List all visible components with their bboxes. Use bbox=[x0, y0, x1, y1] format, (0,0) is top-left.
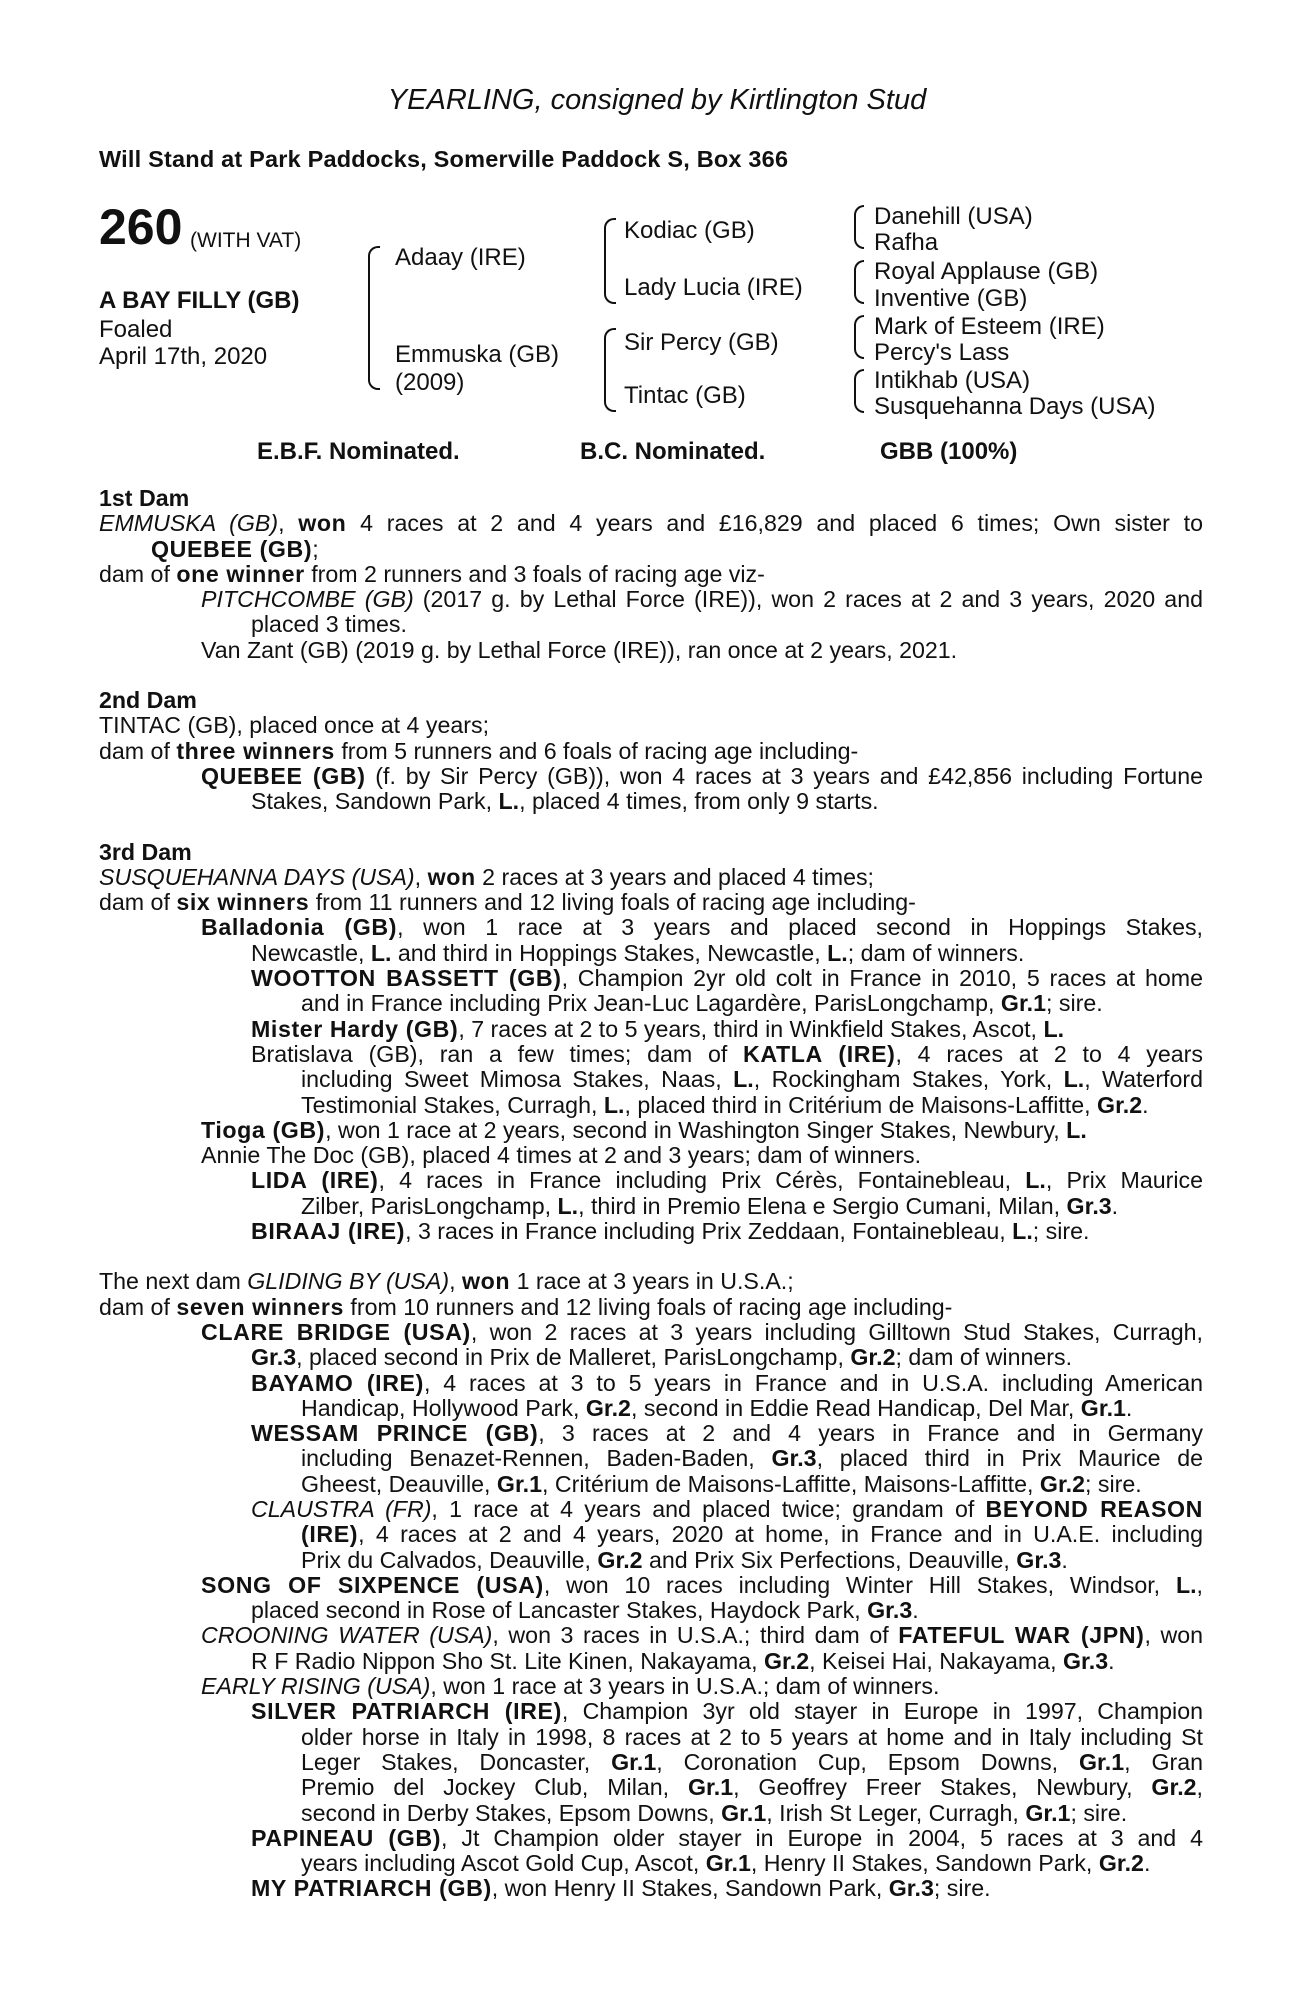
first-dam-line: QUEBEE (GB); bbox=[151, 535, 319, 562]
first-dam-line: dam of one winner from 2 runners and 3 foals of racing age viz- bbox=[99, 560, 765, 587]
next-dam-line: EARLY RISING (USA), won 1 race at 3 years in U.S.A.; dam of winners. bbox=[201, 1673, 940, 1700]
first-dam-title: 1st Dam bbox=[99, 485, 190, 511]
foaled-info bbox=[99, 316, 267, 370]
granddam-line-1: Danehill (USA) bbox=[874, 203, 1033, 230]
next-dam-line: Prix du Calvados, Deauville, Gr.2 and Prix Six Perfections, Deauville, Gr.3. bbox=[301, 1546, 1068, 1573]
next-dam-line: (IRE), 4 races at 2 and 4 years, 2020 at home, in France and in U.A.E. including bbox=[301, 1521, 1203, 1548]
next-dam-line: CLAUSTRA (FR), 1 race at 4 years and placed twice; grandam of BEYOND REASON bbox=[251, 1495, 1203, 1522]
next-dam-line: Handicap, Hollywood Park, Gr.2, second in Eddie Read Handicap, Del Mar, Gr.1. bbox=[301, 1394, 1133, 1421]
third-dam-line: SUSQUEHANNA DAYS (USA), won 2 races at 3 years and placed 4 times; bbox=[99, 863, 874, 890]
ebf-nomination: E.B.F. Nominated. bbox=[257, 438, 460, 465]
granddam-line-4: Inventive (GB) bbox=[874, 285, 1028, 312]
third-dam-line: Balladonia (GB), won 1 race at 3 years and placed second in Hoppings Stakes, bbox=[201, 914, 1204, 941]
pedigree-brace-bottom bbox=[368, 316, 380, 390]
third-dam-line: BIRAAJ (IRE), 3 races in France including Prix Zeddaan, Fontainebleau, L.; sire. bbox=[251, 1218, 1090, 1245]
next-dam-line: second in Derby Stakes, Epsom Downs, Gr.1, Irish St Leger, Curragh, Gr.1; sire. bbox=[301, 1799, 1128, 1826]
granddam-line-3: Royal Applause (GB) bbox=[874, 258, 1099, 285]
third-dam-line: Mister Hardy (GB), 7 races at 2 to 5 years, third in Winkfield Stakes, Ascot, L. bbox=[251, 1015, 1065, 1042]
next-dam-line: CROONING WATER (USA), won 3 races in U.S.A.; third dam of FATEFUL WAR (JPN), won bbox=[201, 1622, 1204, 1649]
next-dam-line: R F Radio Nippon Sho St. Lite Kinen, Nakayama, Gr.2, Keisei Hai, Nakayama, Gr.3. bbox=[251, 1647, 1115, 1674]
first-dam-line: Van Zant (GB) (2019 g. by Lethal Force (IRE)), ran once at 2 years, 2021. bbox=[201, 636, 958, 663]
dam-brace-top bbox=[604, 328, 616, 366]
next-dam-line: MY PATRIARCH (GB), won Henry II Stakes, Sandown Park, Gr.3; sire. bbox=[251, 1875, 991, 1902]
second-dam-line: dam of three winners from 5 runners and 6 foals of racing age including- bbox=[99, 737, 859, 764]
g-brace-3b bbox=[854, 335, 864, 359]
third-dam-line: and in France including Prix Jean-Luc Lagardère, ParisLongchamp, Gr.1; sire. bbox=[301, 990, 1103, 1017]
dam-year: (2009) bbox=[395, 369, 465, 396]
next-dam-line: Leger Stakes, Doncaster, Gr.1, Coronation Cup, Epsom Downs, Gr.1, Gran bbox=[301, 1748, 1203, 1775]
first-dam-line: PITCHCOMBE (GB) (2017 g. by Lethal Force (IRE)), won 2 races at 2 and 3 years, 2020 and bbox=[201, 586, 1203, 613]
g-brace-2a bbox=[854, 260, 864, 282]
granddam-line-2: Rafha bbox=[874, 229, 939, 256]
first-dam-line: EMMUSKA (GB), won 4 races at 2 and 4 years and £16,829 and placed 6 times; Own sister to bbox=[99, 510, 1203, 537]
dam-name: Emmuska (GB) bbox=[395, 341, 560, 368]
sire-brace-bottom bbox=[604, 254, 616, 304]
bc-nomination: B.C. Nominated. bbox=[580, 438, 766, 465]
next-dam-line: Premio del Jockey Club, Milan, Gr.1, Geoffrey Freer Stakes, Newbury, Gr.2, bbox=[301, 1774, 1203, 1801]
next-dam-line: Gr.3, placed second in Prix de Malleret, ParisLongchamp, Gr.2; dam of winners. bbox=[251, 1344, 1073, 1371]
gbb-rating: GBB (100%) bbox=[880, 438, 1018, 465]
catalogue-heading: YEARLING, consigned by Kirtlington Stud bbox=[387, 84, 927, 116]
granddam-line-8: Susquehanna Days (USA) bbox=[874, 393, 1156, 420]
third-dam-line: Newcastle, L. and third in Hoppings Stakes, Newcastle, L.; dam of winners. bbox=[251, 939, 1025, 966]
third-dam-title: 3rd Dam bbox=[99, 838, 192, 865]
third-dam-line: dam of six winners from 11 runners and 12 living foals of racing age including- bbox=[99, 889, 916, 916]
second-dam-line: TINTAC (GB), placed once at 4 years; bbox=[99, 712, 490, 739]
granddam-line-7: Intikhab (USA) bbox=[874, 367, 1031, 394]
third-dam-line: LIDA (IRE), 4 races in France including Prix Cérès, Fontainebleau, L., Prix Maurice bbox=[251, 1167, 1203, 1194]
g-brace-3a bbox=[854, 315, 864, 337]
next-dam-line: placed second in Rose of Lancaster Stakes, Haydock Park, Gr.3. bbox=[251, 1597, 919, 1624]
next-dam-line: Gheest, Deauville, Gr.1, Critérium de Maisons-Laffitte, Maisons-Laffitte, Gr.2; sire. bbox=[301, 1470, 1142, 1497]
vat-note: (WITH VAT) bbox=[190, 229, 302, 252]
third-dam-line: Bratislava (GB), ran a few times; dam of KATLA (IRE), 4 races at 2 to 4 years bbox=[251, 1040, 1203, 1067]
produce-record bbox=[99, 486, 1203, 1902]
second-dam-line: Stakes, Sandown Park, L., placed 4 times, from only 9 starts. bbox=[251, 788, 879, 815]
third-dam-line: Testimonial Stakes, Curragh, L., placed third in Critérium de Maisons-Laffitte, Gr.2. bbox=[301, 1091, 1149, 1118]
next-dam-line: The next dam GLIDING BY (USA), won 1 race at 3 years in U.S.A.; bbox=[99, 1268, 794, 1295]
horse-description: A BAY FILLY (GB) bbox=[99, 287, 300, 314]
dam-brace-bottom bbox=[604, 364, 616, 412]
dam-sire: Sir Percy (GB) bbox=[624, 329, 779, 356]
sire-brace-top bbox=[604, 218, 616, 256]
third-dam-line: Tioga (GB), won 1 race at 2 years, second in Washington Singer Stakes, Newbury, L. bbox=[201, 1116, 1087, 1143]
next-dam-line: BAYAMO (IRE), 4 races at 3 to 5 years in France and in U.S.A. including American bbox=[251, 1369, 1203, 1396]
second-dam-line: QUEBEE (GB) (f. by Sir Percy (GB)), won 4 races at 3 years and £42,856 including Fortune bbox=[201, 762, 1203, 789]
third-dam-line: Annie The Doc (GB), placed 4 times at 2 and 3 years; dam of winners. bbox=[201, 1142, 922, 1169]
lot-number: 260 bbox=[99, 199, 183, 255]
pedigree-brace-top bbox=[368, 246, 380, 318]
foaled-date: April 17th, 2020 bbox=[99, 343, 268, 370]
dam-dam: Tintac (GB) bbox=[624, 382, 746, 409]
g-brace-4a bbox=[854, 369, 864, 391]
sire-sire: Kodiac (GB) bbox=[624, 217, 755, 244]
g-brace-1a bbox=[854, 205, 864, 227]
next-dam-line: WESSAM PRINCE (GB), 3 races at 2 and 4 years in France and in Germany bbox=[251, 1420, 1203, 1447]
granddam-line-5: Mark of Esteem (IRE) bbox=[874, 313, 1105, 340]
sire-dam: Lady Lucia (IRE) bbox=[624, 274, 803, 301]
foaled-label: Foaled bbox=[99, 316, 173, 343]
next-dam-line: SONG OF SIXPENCE (USA), won 10 races including Winter Hill Stakes, Windsor, L., bbox=[201, 1571, 1203, 1598]
first-dam-line: placed 3 times. bbox=[251, 611, 407, 638]
next-dam-line: CLARE BRIDGE (USA), won 2 races at 3 years including Gilltown Stud Stakes, Curragh, bbox=[201, 1318, 1203, 1345]
next-dam-line: PAPINEAU (GB), Jt Champion older stayer in Europe in 2004, 5 races at 3 and 4 bbox=[251, 1824, 1203, 1851]
next-dam-line: including Benazet-Rennen, Baden-Baden, Gr.3, placed third in Prix Maurice de bbox=[301, 1445, 1204, 1472]
next-dam-line: years including Ascot Gold Cup, Ascot, Gr.1, Henry II Stakes, Sandown Park, Gr.2. bbox=[301, 1850, 1151, 1877]
next-dam-line: SILVER PATRIARCH (IRE), Champion 3yr old stayer in Europe in 1997, Champion bbox=[251, 1698, 1203, 1725]
third-dam-line: WOOTTON BASSETT (GB), Champion 2yr old colt in France in 2010, 5 races at home bbox=[251, 965, 1203, 992]
stabling-location: Will Stand at Park Paddocks, Somerville Paddock S, Box 366 bbox=[99, 146, 789, 172]
g-brace-4b bbox=[854, 389, 864, 413]
sire-name: Adaay (IRE) bbox=[395, 244, 526, 271]
g-brace-2b bbox=[854, 280, 864, 304]
granddam-line-6: Percy's Lass bbox=[874, 339, 1010, 366]
third-dam-line: including Sweet Mimosa Stakes, Naas, L., Rockingham Stakes, York, L., Waterford bbox=[301, 1066, 1203, 1093]
next-dam-line: older horse in Italy in 1998, 8 races at 2 to 5 years at home and in Italy including St bbox=[301, 1723, 1203, 1750]
third-dam-line: Zilber, ParisLongchamp, L., third in Premio Elena e Sergio Cumani, Milan, Gr.3. bbox=[301, 1192, 1119, 1219]
g-brace-1b bbox=[854, 225, 864, 249]
second-dam-title: 2nd Dam bbox=[99, 687, 197, 714]
next-dam-line: dam of seven winners from 10 runners and 12 living foals of racing age including- bbox=[99, 1293, 953, 1320]
